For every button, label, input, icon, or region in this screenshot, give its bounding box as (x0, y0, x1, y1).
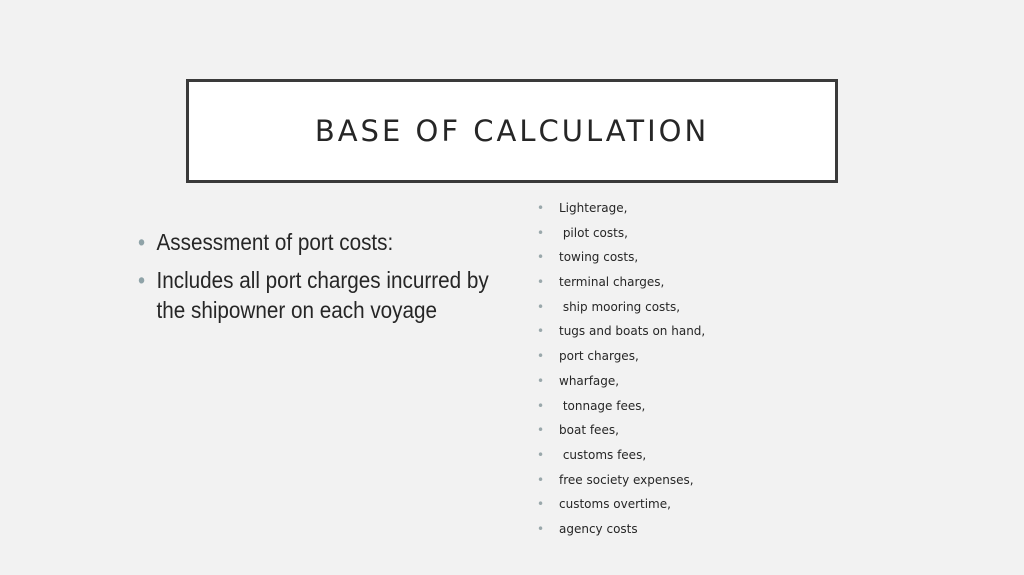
title-box (186, 79, 838, 183)
bullet-icon: • (138, 267, 146, 293)
charge-item-text: ship mooring costs, (559, 299, 681, 314)
charge-list-item (537, 295, 705, 320)
main-bullet-text: Includes all port charges incurred by the shipowner on each voyage (156, 267, 489, 323)
charge-list-item (537, 245, 705, 270)
charge-list-item (537, 344, 705, 369)
charge-item-text: free society expenses, (559, 472, 694, 487)
charge-list-item (537, 319, 705, 344)
bullet-icon: • (537, 225, 545, 240)
bullet-icon: • (537, 398, 545, 413)
main-bullet-item (138, 227, 508, 257)
charge-list-item (537, 418, 705, 443)
bullet-icon: • (537, 472, 545, 487)
bullet-icon: • (537, 324, 545, 339)
charge-item-text: boat fees, (559, 423, 619, 438)
bullet-icon: • (537, 275, 545, 290)
charge-list-item (537, 221, 705, 246)
charge-item-text: pilot costs, (559, 225, 628, 240)
bullet-icon: • (537, 447, 545, 462)
bullet-icon: • (537, 521, 545, 536)
port-charges-list (537, 196, 705, 542)
bullet-icon: • (537, 423, 545, 438)
bullet-icon: • (537, 201, 545, 215)
charge-item-text: port charges, (559, 349, 639, 364)
bullet-icon: • (537, 250, 545, 265)
bullet-icon: • (537, 497, 545, 512)
main-bullet-item (138, 265, 508, 325)
main-bullet-text: Assessment of port costs: (156, 229, 394, 255)
charge-item-text: terminal charges, (559, 275, 665, 290)
charge-item-text: customs fees, (559, 447, 647, 462)
bullet-icon: • (537, 349, 545, 364)
charge-list-item (537, 394, 705, 419)
main-bullet-list (138, 227, 508, 333)
charge-list-item (537, 369, 705, 394)
charge-list-item (537, 196, 705, 221)
charge-item-text: Lighterage, (559, 201, 628, 215)
bullet-icon: • (537, 299, 545, 314)
bullet-icon: • (537, 373, 545, 388)
charge-list-item (537, 492, 705, 517)
charge-item-text: customs overtime, (559, 497, 671, 512)
bullet-icon: • (138, 229, 146, 255)
charge-list-item (537, 517, 705, 542)
slide-title: BASE OF CALCULATION (314, 114, 710, 148)
charge-list-item (537, 443, 705, 468)
charge-item-text: towing costs, (559, 250, 639, 265)
charge-list-item (537, 270, 705, 295)
charge-list-item (537, 468, 705, 493)
charge-item-text: wharfage, (559, 373, 620, 388)
charge-item-text: agency costs (559, 521, 638, 536)
charge-item-text: tugs and boats on hand, (559, 324, 706, 339)
charge-item-text: tonnage fees, (559, 398, 646, 413)
